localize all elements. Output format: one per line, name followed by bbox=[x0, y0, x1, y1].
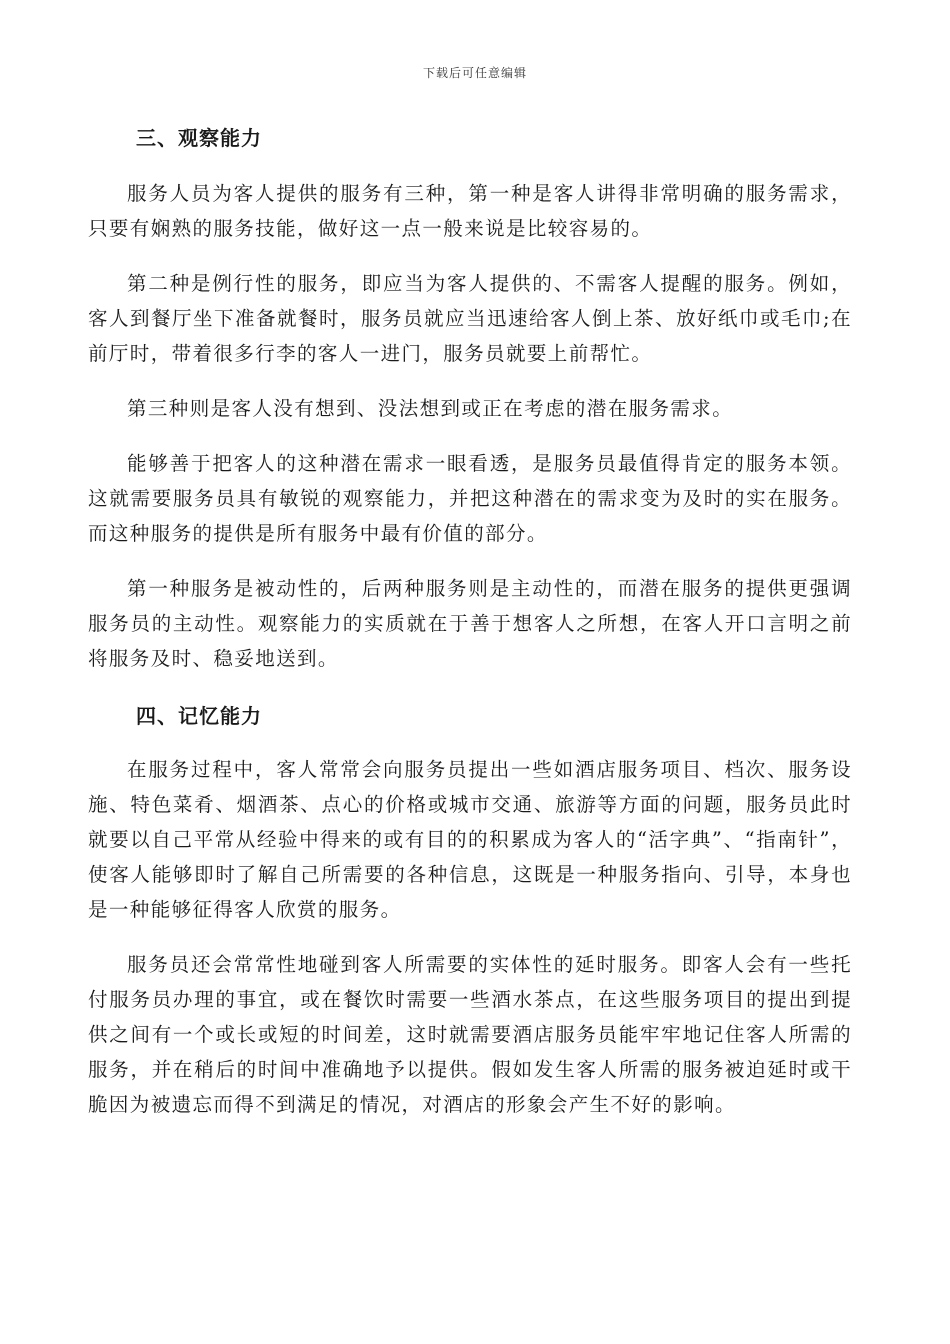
document-body bbox=[88, 118, 852, 1122]
paragraph: 第三种则是客人没有想到、没法想到或正在考虑的潜在服务需求。 bbox=[127, 397, 734, 420]
paragraph: 第一种服务是被动性的，后两种服务则是主动性的，而潜在服务的提供更强调服务员的主动性。观察能力的实质就在于善于想客人之所想，在客人开口言明之前将服务及时、稳妥地送到。 bbox=[88, 577, 852, 670]
section-heading-observation: 三、观察能力 bbox=[136, 126, 262, 150]
paragraph: 服务员还会常常性地碰到客人所需要的实体性的延时服务。即客人会有一些托付服务员办理的事宜，或在餐饮时需要一些酒水茶点，在这些服务项目的提出到提供之间有一个或长或短的时间差，这时就需要酒店服务员能牢牢地记住客人所需的服务，并在稍后的时间中准确地予以提供。假如发生客人所需的服务被迫延时或干脆因为被遗忘而得不到满足的情况，对酒店的形象会产生不好的影响。 bbox=[88, 953, 852, 1116]
paragraph: 在服务过程中，客人常常会向服务员提出一些如酒店服务项目、档次、服务设施、特色菜肴、烟酒茶、点心的价格或城市交通、旅游等方面的问题，服务员此时就要以自己平常从经验中得来的或有目的的积累成为客人的“活字典”、“指南针”，使客人能够即时了解自己所需要的各种信息，这既是一种服务指向、引导，本身也是一种能够征得客人欣赏的服务。 bbox=[88, 758, 852, 921]
section-heading-memory: 四、记忆能力 bbox=[136, 704, 262, 728]
page-header-note: 下载后可任意编辑 bbox=[422, 66, 527, 80]
paragraph: 服务人员为客人提供的服务有三种，第一种是客人讲得非常明确的服务需求，只要有娴熟的服务技能，做好这一点一般来说是比较容易的。 bbox=[88, 182, 852, 240]
paragraph: 能够善于把客人的这种潜在需求一眼看透，是服务员最值得肯定的服务本领。这就需要服务员具有敏锐的观察能力，并把这种潜在的需求变为及时的实在服务。而这种服务的提供是所有服务中最有价值的部分。 bbox=[88, 452, 852, 545]
paragraph: 第二种是例行性的服务，即应当为客人提供的、不需客人提醒的服务。例如，客人到餐厅坐下准备就餐时，服务员就应当迅速给客人倒上茶、放好纸巾或毛巾;在前厅时，带着很多行李的客人一进门，服务员就要上前帮忙。 bbox=[88, 272, 852, 365]
